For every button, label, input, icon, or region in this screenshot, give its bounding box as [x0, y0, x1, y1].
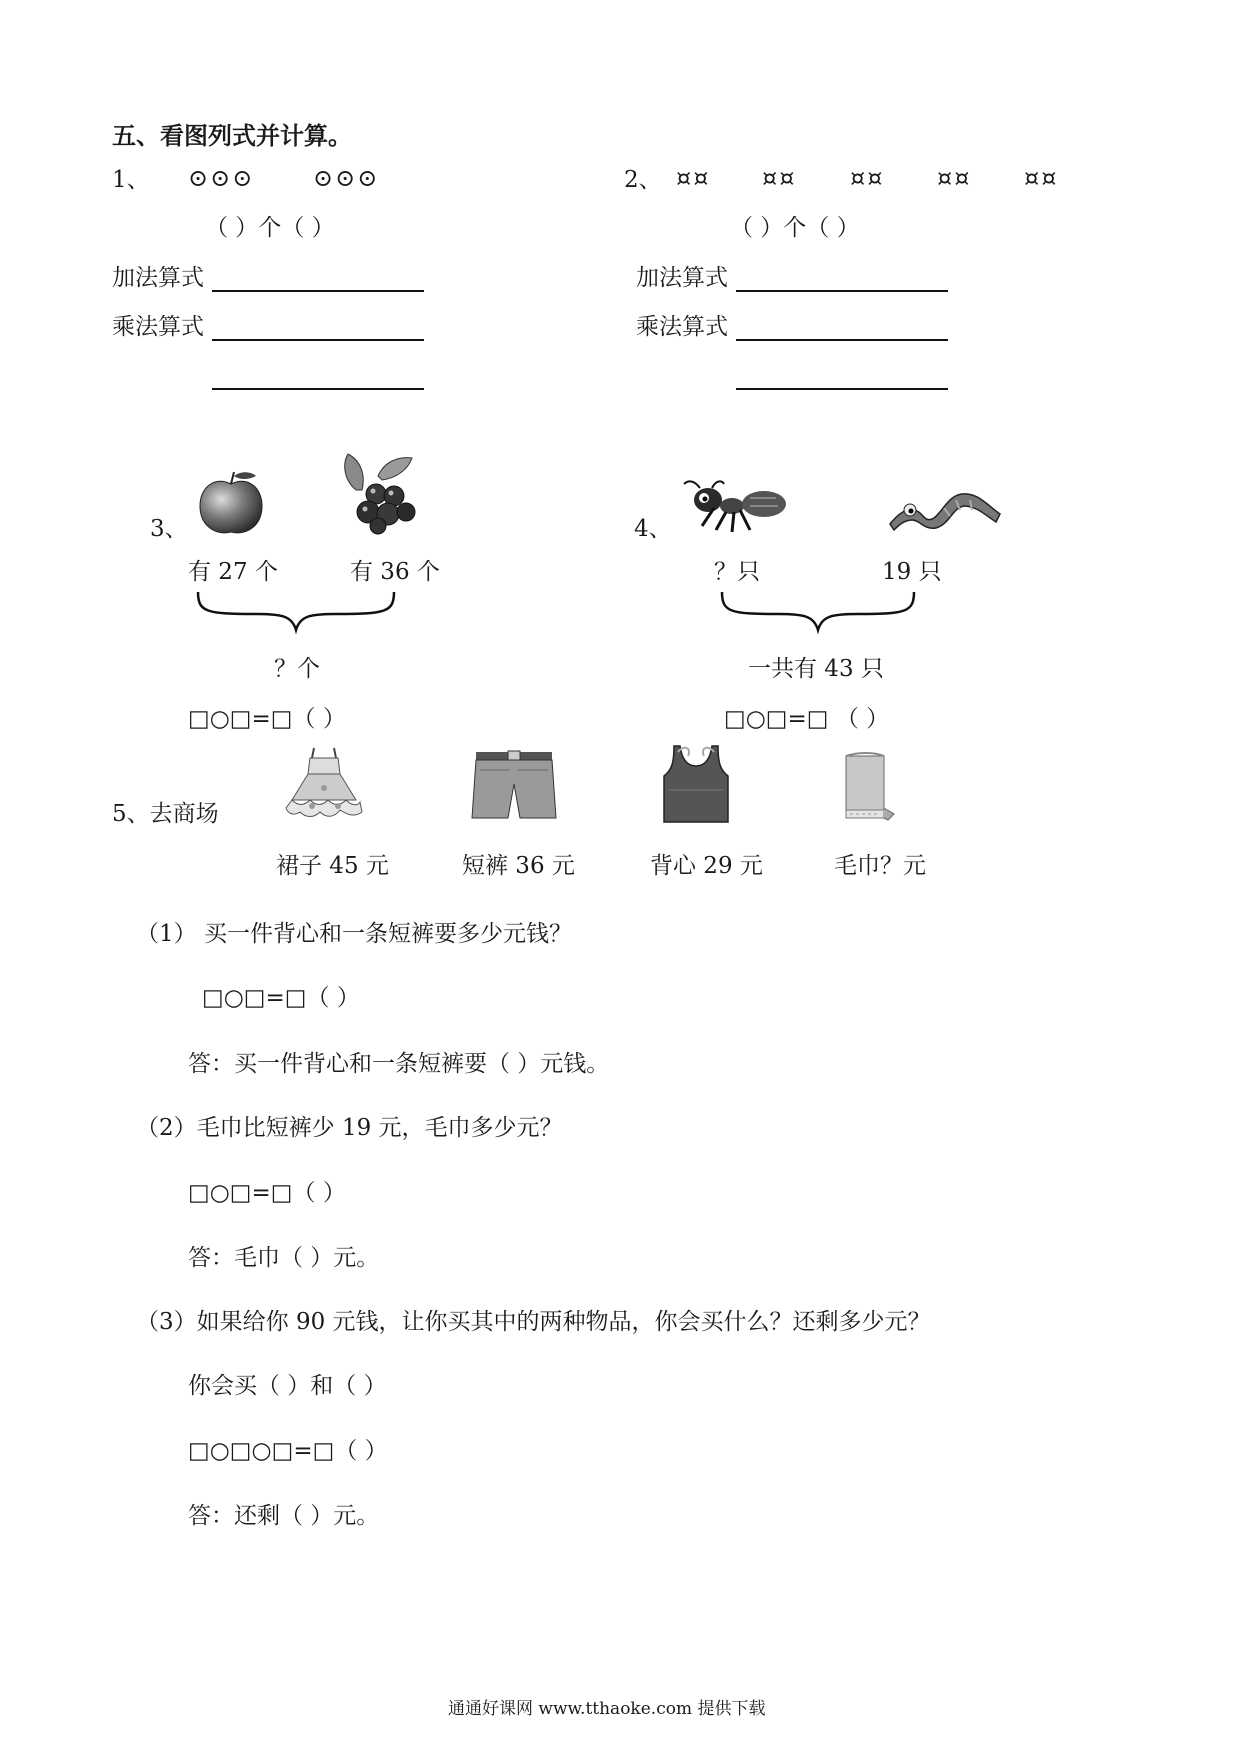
q4-brace [720, 590, 916, 634]
q4-total-label: 一共有 43 只 [748, 656, 884, 682]
q5-item-skirt: 裙子 45 元 [276, 853, 389, 879]
q5-title: 5、去商场 [112, 801, 219, 827]
q5-sub3-equation[interactable]: □○□○□=□（ ） [188, 1438, 388, 1464]
q2-group-4: ¤¤ [937, 164, 972, 192]
q2-group-5: ¤¤ [1024, 164, 1059, 192]
q3-number: 3、 [150, 516, 188, 542]
q1-group-1: ⊙⊙⊙ [188, 164, 255, 192]
grapes-icon [338, 450, 418, 534]
q3-right-label: 有 36 个 [350, 559, 440, 585]
worm-icon [884, 484, 1004, 534]
ant-icon [680, 478, 790, 538]
q5-item-towel: 毛巾？元 [834, 853, 926, 879]
q5-sub2-question: （2）毛巾比短裤少 19 元，毛巾多少元？ [136, 1115, 563, 1141]
section-title: 五、看图列式并计算。 [112, 121, 352, 150]
q2-group-1: ¤¤ [676, 164, 711, 192]
q5-sub2-equation[interactable]: □○□=□（ ） [188, 1180, 346, 1206]
q1-count-text: （ ）个（ ） [205, 215, 335, 241]
q5-sub1-answer[interactable]: 答：买一件背心和一条短裤要（ ）元钱。 [188, 1051, 610, 1077]
q2-number: 2、 [624, 167, 662, 193]
q5-item-shorts: 短裤 36 元 [462, 853, 575, 879]
q2-add-label: 加法算式 [636, 265, 728, 291]
q2-add-answer-line[interactable] [736, 290, 948, 292]
q3-total-label: ？个 [274, 656, 320, 682]
q3-brace [196, 590, 396, 634]
q5-sub3-answer[interactable]: 答：还剩（ ）元。 [188, 1503, 380, 1529]
towel-icon [838, 752, 898, 822]
skirt-icon [282, 744, 366, 822]
q2-count-text: （ ）个（ ） [730, 215, 860, 241]
vest-icon [658, 742, 734, 824]
q1-mul-answer-line-2[interactable] [212, 388, 424, 390]
q5-item-vest: 背心 29 元 [650, 853, 763, 879]
q1-number: 1、 [112, 167, 150, 193]
q2-mul-answer-line-2[interactable] [736, 388, 948, 390]
apple-icon [196, 470, 266, 538]
q2-group-3: ¤¤ [850, 164, 885, 192]
q3-left-label: 有 27 个 [188, 559, 278, 585]
q1-mul-answer-line[interactable] [212, 339, 424, 341]
q2-group-2: ¤¤ [762, 164, 797, 192]
q5-sub1-equation[interactable]: □○□=□（ ） [202, 985, 360, 1011]
q4-equation[interactable]: □○□=□ （ ） [724, 706, 890, 732]
q4-right-label: 19 只 [882, 559, 942, 585]
q1-add-answer-line[interactable] [212, 290, 424, 292]
q2-mul-answer-line[interactable] [736, 339, 948, 341]
q2-mul-label: 乘法算式 [636, 314, 728, 340]
q5-sub2-answer[interactable]: 答：毛巾（ ）元。 [188, 1245, 380, 1271]
q5-sub3-choice[interactable]: 你会买（ ）和（ ） [188, 1373, 387, 1399]
shorts-icon [470, 750, 558, 820]
q3-equation[interactable]: □○□=□（ ） [188, 706, 346, 732]
q4-number: 4、 [634, 516, 672, 542]
q5-sub3-question: （3）如果给你 90 元钱，让你买其中的两种物品，你会买什么？还剩多少元？ [136, 1309, 931, 1335]
q1-group-2: ⊙⊙⊙ [313, 164, 380, 192]
q5-sub1-question: （1） 买一件背心和一条短裤要多少元钱？ [136, 921, 572, 947]
page-footer: 通通好课网 www.tthaoke.com 提供下载 [448, 1699, 766, 1719]
q4-left-label: ？只 [714, 559, 760, 585]
q1-add-label: 加法算式 [112, 265, 204, 291]
q1-mul-label: 乘法算式 [112, 314, 204, 340]
